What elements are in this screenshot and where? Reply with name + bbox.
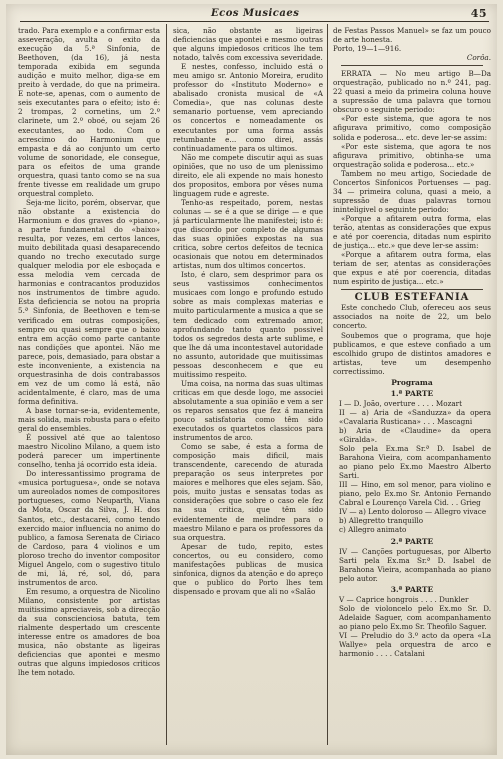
paragraph: Tenho-as respeitado, porem, nestas colunas — se é a que se dirige — e que já particularmente lhe manifestei; isto é: que discordo por completo de algumas das suas opiniões expostas na sua critica, sobre certos defeitos de tecnica ocasionais que notou em determinados artistas, num dos ultimos concertos.	[173, 197, 323, 271]
page-number: 45	[470, 7, 487, 20]
column-divider	[166, 24, 167, 745]
errata-quote: «Porque a afitarem outra forma, elas teriam de ser, atentas as considerações que expus e até por coerencia, ditadas num espirito de justiça... etc.»	[333, 250, 491, 287]
program-item: II — a) Aria de «Sanduzza» da opera «Cavalaria Rusticana» . . . Mascagni	[339, 407, 491, 426]
errata-quote: «Porque a afitarem outra forma, elas terão, atentas as considerações que expus e até por coerencia, ditadas num espirito de justiça... etc.» que deve ler-se assim:	[333, 213, 491, 251]
column-1	[18, 26, 160, 747]
paragraph: Seja-me licito, porém, observar, que não obstante a existencia do Harmonium e dos graves do «piano», a parte fundamental do «baixo» resulta, por vezes, em certos lances, muito debilitada quasi desaparecendo quando no trecho executado surge qualquer melodia por ele esboçada e essa melodia vem cercada de harmonias e contracantos produzidos nos instrumentos de timbre agudo. Esta deficiencia se notou na propria 5.ª Sinfonia, de Beethoven e tem-se verificado em outras composições, sempre ou quasi sempre que o baixo entra em acção como parte cantante nas condições que apontei. Não me parece, pois, demasiado, para obstar a este inconveniente, a existencia na orquestrasinha de dois contrabassos em vez de um como lá está, não acidentalmente, é claro, mas de uma forma definitiva.	[18, 197, 160, 406]
program-item: Solo pela Ex.ma Sr.ª D. Isabel de Barahona Vieira, com acompanhamento ao piano pelo Ex.mo Maestro Alberto Sarti.	[339, 444, 491, 481]
program-item: c) Allegro animato	[339, 525, 407, 535]
paragraph: Como se sabe, é esta a forma de composição mais dificil, mais transcendente, carecendo de aturada preparação os seus interpretes por maiores e melhores que eles sejam. São, pois, muito justas e sensatas todas as considerações que sobre o caso ele fez na sua critica, que têm sido evidentemente de melindre para o maestro Milano e para os professores da sua orquestra.	[173, 442, 323, 542]
running-title: Ecos Musicaes	[211, 8, 300, 19]
paragraph: trado. Para exemplo e a confirmar esta asseveração, avulta o exito da execução da 5.ª Sinfonia, de Beethoven, (da 16), já nesta temporada exibida em segunda audição e muito melhor, diga-se em preito à verdade, do que na primeira. E note-se, apenas, com o aumento de seis executantes para o efeito; isto é: 2 trompas, 2 cornetins, um 2.º clarinete, um 2.º oboé, ou sejam 26 executantes, ao todo. Com o acrescimo do Harmonium que empasta e dá ao conjunto um certo volume de sonoridade, ele consegue, para os efeitos de uma grande orquestra, quasi tanto como se na sua frente tivesse em realidade um grupo orquestral completo.	[18, 26, 160, 198]
part-title: 1.ª PARTE	[390, 388, 434, 398]
section-divider	[341, 289, 483, 290]
paragraph: É possivel até que ao talentoso maestro Nicolino Milano, a quem isto poderá parecer um impertinente conselho, tenha já ocorrido esta ideia.	[18, 433, 160, 470]
column-divider	[327, 24, 328, 745]
paragraph: Não me compete discutir aqui as suas opiniões, que no uso de um plenissimo direito, ele ali expende no mais honesto dos propositos, embora por vêses numa linguagem rude e agreste.	[173, 152, 323, 198]
paragraph: Isto, é claro, sem desprimor para os seus vastissimos conhecimentos musicaes com longo e profundo estudo sobre as mais complexas materias e muito particularmente a musica a que se tem dedicado com extremado amor, aprofundando tanto quanto possivel todos os segredos desta arte sublime, e que lhe dá uma incontestavel autoridade no assunto, autoridade que muitissimas pessoas desconhecem e que eu muitissimo respeito.	[173, 270, 323, 379]
paragraph: E nestes, confesso, incluido está o meu amigo sr. Antonio Moreira, erudito professor do «Instituto Moderno» e abalisado cronista musical de «A Comedia», que nas colunas deste semanario portuense, vem apreciando os concertos e nomeadamente os executantes por uma forma assás retumbante e... como direi, assás continuadamente para os ultimos.	[173, 62, 323, 153]
paragraph: sica, não obstante as ligeiras deficiencias que apontei e mesmo outras que alguns impiedosos criticos lhe tem notado, talvês com excessiva severidade.	[173, 26, 323, 63]
program-title: Programa	[391, 377, 433, 387]
program-item: Solo de violoncelo pelo Ex.mo Sr. D. Adelaide Saguer, com acompanhamento ao piano pelo Ex.mo Sr. Theofilo Saguer.	[339, 603, 491, 631]
paragraph: A base tornar-se-ia, evidentemente, mais solida, mais robusta para o efeito geral do ensembles.	[18, 405, 160, 434]
paragraph: Uma coisa, na norma das suas ultimas criticas em que desde logo, me associei absolutamente a sua opinião e vem a ser os reparos sensatos que fez á maneira pouco satisfatoria como têm sido executados os quartetos classicos para instrumentos de arco.	[173, 378, 323, 443]
header-rule	[20, 21, 489, 22]
program-item: IV — a) Lento doloroso — Allegro vivace	[339, 507, 487, 517]
column-2	[173, 26, 323, 747]
paragraph: Do interessantissimo programa de «musica portuguesa», onde se notava um aureolados nomes de compositores portugueses, como Neuparth, Viana da Mota, Oscar da Silva, J. H. dos Santos, etc., destacarei, como tendo exercido maior influencia no animo do publico, a famosa Serenata de Ciriaco de Cardoso, para 4 violinos e um ploroso trecho do inventor compositor Miguel Angelo, com o sugestivo titulo de mi, lá, ré, sol, dó, para instrumentos de arco.	[18, 469, 160, 587]
signoff-place-date: Porto, 19—1—916.	[333, 44, 402, 54]
part-title: 3.ª PARTE	[390, 584, 434, 594]
program-item: VI — Preludio do 3.º acto da opera «La Wallye» pela orquestra de arco e harmonio . . . . Catalani	[339, 631, 491, 659]
signoff-author: Corôa.	[466, 53, 491, 63]
newspaper-page	[6, 4, 497, 755]
section-heading: CLUB ESTEFANIA	[354, 292, 470, 304]
errata-quote: «Por este sistema, que agora te nos afigurava primitivo, obtinha-se uma orquestração solida e poderosa... etc.»	[333, 141, 491, 169]
paragraph: Soubemos que o programa, que hoje publicamos, e que esteve confiado a um escolhido grupo de distintos amadores e artistas, teve um desempenho correctissimo.	[333, 330, 491, 376]
paragraph: de Festas Passos Manuel» se faz um pouco de arte honesta.	[333, 26, 491, 45]
errata-paragraph: ERRATA — No meu artigo B—Da orquestração, publicado no n.º 241, pag. 22 quasi a meio da primeira coluna houve a supressão de uma palavra que tornou obscuro o seguinte periodo:	[333, 69, 491, 115]
errata-paragraph: Tambem no meu artigo, Sociedade de Concertos Sinfonicos Portuenses — pag. 34 — primeira coluna, quasi a meio, a supressão de duas palavras tornou ininteligivel o seguinte periodo:	[333, 168, 491, 214]
part-title: 2.ª PARTE	[390, 536, 434, 546]
section-divider	[341, 65, 483, 66]
paragraph: Apesar de tudo, repito, estes concertos, ou eu considero, como manifestações publicas de musica sinfonica, dignos da atenção e do apreço que o publico do Porto lhes tem dispensado e provam que ali no «Salão	[173, 541, 323, 596]
paragraph: Este conchedo Club, ofereceu aos seus associados na noite de 22, um belo concerto.	[333, 303, 491, 331]
program-item: III — Hino, em sol menor, para violino e piano, pelo Ex.mo Sr. Antonio Fernando Cabral e Lourenço Varela Cid. . . Grieg	[339, 480, 491, 508]
column-3	[333, 26, 491, 747]
program-item: b) Aria de «Claudine» da opera «Giralda».	[339, 425, 491, 445]
paragraph: Em resumo, a orquestra de Nicolino Milano, consistente por artistas muitissimo apreciaveis, sob a direcção da sua conscienciosa batuta, tem rialmente despertado um crescente interesse entre os amadores de boa musica, não obstante as ligeiras deficiencias que apontei e mesmo outras que alguns impiedosos criticos lhe tem notado.	[18, 586, 160, 678]
program-item: I — D. João, overture . . . . Mozart	[339, 398, 462, 408]
program-item: V — Caprice hongrois . . . . Dunkler	[339, 594, 469, 604]
errata-quote: «Por este sistema, que agora te nos afigurava primitivo, como composição solida e poderosa... etc. deve ler-se assim:	[333, 114, 491, 142]
program-item: IV — Canções portuguesas, por Alberto Sarti pela Ex.ma Sr.ª D. Isabel de Barahona Vieira, acompanhada ao piano pelo autor.	[339, 546, 491, 583]
program-item: b) Allegretto tranquillo	[339, 516, 424, 526]
